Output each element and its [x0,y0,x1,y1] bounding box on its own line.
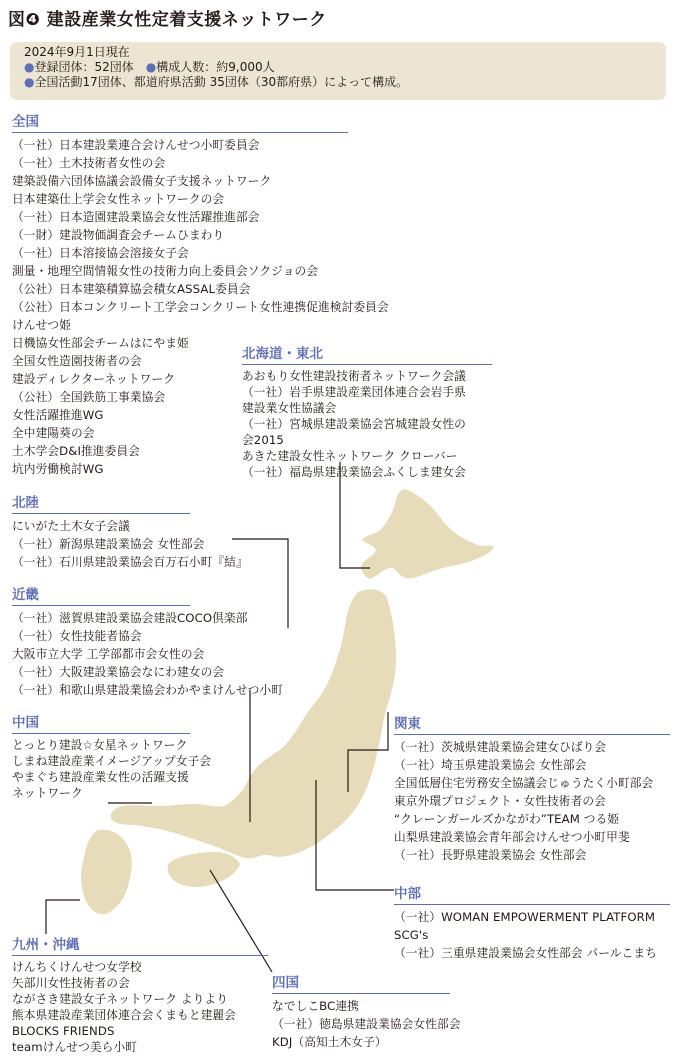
region-list [12,737,212,801]
organization-item: 大阪市立大学 工学部都市会女性の会 [12,647,205,661]
organization-item: 建築設備六団体協議会設備女子支援ネットワーク [12,174,272,188]
region-kinki [12,583,284,699]
region-hokkaido-tohoku [242,342,492,480]
organization-item: （一社）和歌山県建設業協会わかやまけんせつ小町 [12,683,284,697]
region-heading: 九州・沖縄 [12,933,268,956]
organization-item: ネットワーク [12,786,83,800]
leader-kyushu [46,900,80,934]
stat-line-1: ●登録団体：52団体 ●構成人数：約9,000人 [24,60,275,74]
organization-item: けんせつ姫 [12,318,71,332]
organization-item: （一社）WOMAN EMPOWERMENT PLATFORM [394,910,656,924]
organization-item: なでしこBC連携 [272,999,359,1013]
region-chugoku [12,711,212,801]
organization-item: 会2015 [242,433,284,447]
region-list [12,517,248,571]
organization-item: （一社）日本建設業連合会けんせつ小町委員会 [12,138,260,152]
region-shikoku [272,971,461,1051]
organization-item: （公社）日本コンクリート工学会コンクリート女性連携促進検討委員会 [12,300,389,314]
organization-item: （一社）徳島県建設業協会女性部会 [272,1017,461,1031]
region-list [272,997,461,1051]
organization-item: KDJ（高知土木女子） [272,1035,387,1049]
info-box [10,42,666,100]
organization-item: （一社）土木技術者女性の会 [12,156,166,170]
organization-item: 土木学会D&I推進委員会 [12,444,140,458]
organization-item: にいがた土木女子会議 [12,519,130,533]
region-heading: 中部 [394,882,670,905]
region-kanto [394,712,670,864]
organization-item: （一社）長野県建設業協会 女性部会 [394,848,587,862]
organization-item: 坑内労働検討WG [12,462,104,476]
organization-item: ながさき建設女子ネットワーク よりより [12,992,228,1006]
organization-item: （一社）宮城県建設業協会宮城建設女性の [242,417,466,431]
organization-item: 建設ディレクターネットワーク [12,372,176,386]
organization-item: （一社）茨城県建設業協会建女ひばり会 [394,740,607,754]
region-list [12,959,268,1055]
organization-item: （一社）大阪建設業協会なにわ建女の会 [12,665,225,679]
region-heading: 近畿 [12,583,190,606]
region-list [394,738,670,864]
bullet-icon: ● [24,75,35,89]
organization-item: SCG's [394,928,429,942]
kyushu-shape [81,830,132,915]
organization-item: あおもり女性建設技術者ネットワーク会議 [242,369,466,383]
organization-item: 山梨県建設業協会青年部会けんせつ小町甲斐 [394,830,630,844]
organization-item: （一社）福島県建設業協会ふくしま建女会 [242,465,466,479]
organization-item: 矢部川女性技術者の会 [12,976,130,990]
organization-item: 東京外環プロジェクト・女性技術者の会 [394,794,606,808]
organization-item: （一社）埼玉県建設業協会 女性部会 [394,758,587,772]
organization-item: （一社）日本溶接協会溶接女子会 [12,246,189,260]
organization-item: （公社）日本建築積算協会積女ASSAL委員会 [12,282,251,296]
region-list [242,368,492,480]
region-heading: 四国 [272,971,450,994]
organization-item: 全中建陽葵の会 [12,426,95,440]
region-chubu [394,882,670,962]
bullet-icon: ● [24,60,35,74]
region-list [12,609,284,699]
region-heading: 中国 [12,711,190,734]
region-list [394,908,670,962]
organization-item: （一社）女性技能者協会 [12,629,142,643]
region-heading: 北海道・東北 [242,342,492,365]
region-hokuriku [12,491,248,571]
hokkaido-shape [361,489,494,579]
organization-item: “クレーンガールズかながわ”TEAM つる姫 [394,812,620,826]
organization-item: しまね建設産業イメージアップ女子会 [12,754,212,768]
organization-item: あきた建設女性ネットワーク クローバー [242,449,458,463]
organization-item: （一社）滋賀県建設業協会建設COCO倶楽部 [12,611,248,625]
region-kyushu-okinawa [12,933,268,1055]
organization-item: （一社）岩手県建設産業団体連合会岩手県 [242,385,466,399]
region-heading: 北陸 [12,491,190,514]
organization-item: （一社）三重県建設業協会女性部会 パールこまち [394,946,657,960]
organization-item: BLOCKS FRIENDS [12,1024,115,1038]
organization-item: （公社）全国鉄筋工事業協会 [12,390,166,404]
region-heading: 全国 [12,110,348,133]
organization-item: 日機協女性部会チームはにやま姫 [12,336,189,350]
organization-item: 女性活躍推進WG [12,408,104,422]
organization-item: （一社）日本造園建設業協会女性活躍推進部会 [12,210,260,224]
organization-item: 日本建築仕上学会女性ネットワークの会 [12,192,225,206]
organization-item: けんちくけんせつ女学校 [12,960,142,974]
organization-item: 全国低層住宅労務安全協議会じゅうたく小町部会 [394,776,654,790]
organization-item: （一社）石川県建設業協会百万石小町『結』 [12,555,248,569]
organization-item: やまぐち建設産業女性の活躍支援 [12,770,189,784]
organization-item: とっとり建設☆女星ネットワーク [12,738,188,752]
organization-item: 全国女性造園技術者の会 [12,354,142,368]
organization-item: 建設業女性協議会 [242,401,337,415]
organization-item: 測量・地理空間情報女性の技術力向上委員会ソクジョの会 [12,264,319,278]
date-text: 2024年9月1日現在 [24,45,130,59]
organization-item: （一財）建設物価調査会チームひまわり [12,228,225,242]
organization-item: teamけんせつ美ら小町 [12,1040,138,1054]
organization-item: （一社）新潟県建設業協会 女性部会 [12,537,205,551]
bullet-icon: ● [145,60,157,74]
region-heading: 関東 [394,712,670,735]
figure-title: 図❹ 建設産業女性定着支援ネットワーク [8,10,327,30]
shikoku-shape [168,852,240,887]
organization-item: 熊本県建設産業団体連合会くまもと建麗会 [12,1008,236,1022]
stat-line-2: ●全国活動17団体、都道府県活動 35団体（30都府県）によって構成。 [24,75,409,89]
